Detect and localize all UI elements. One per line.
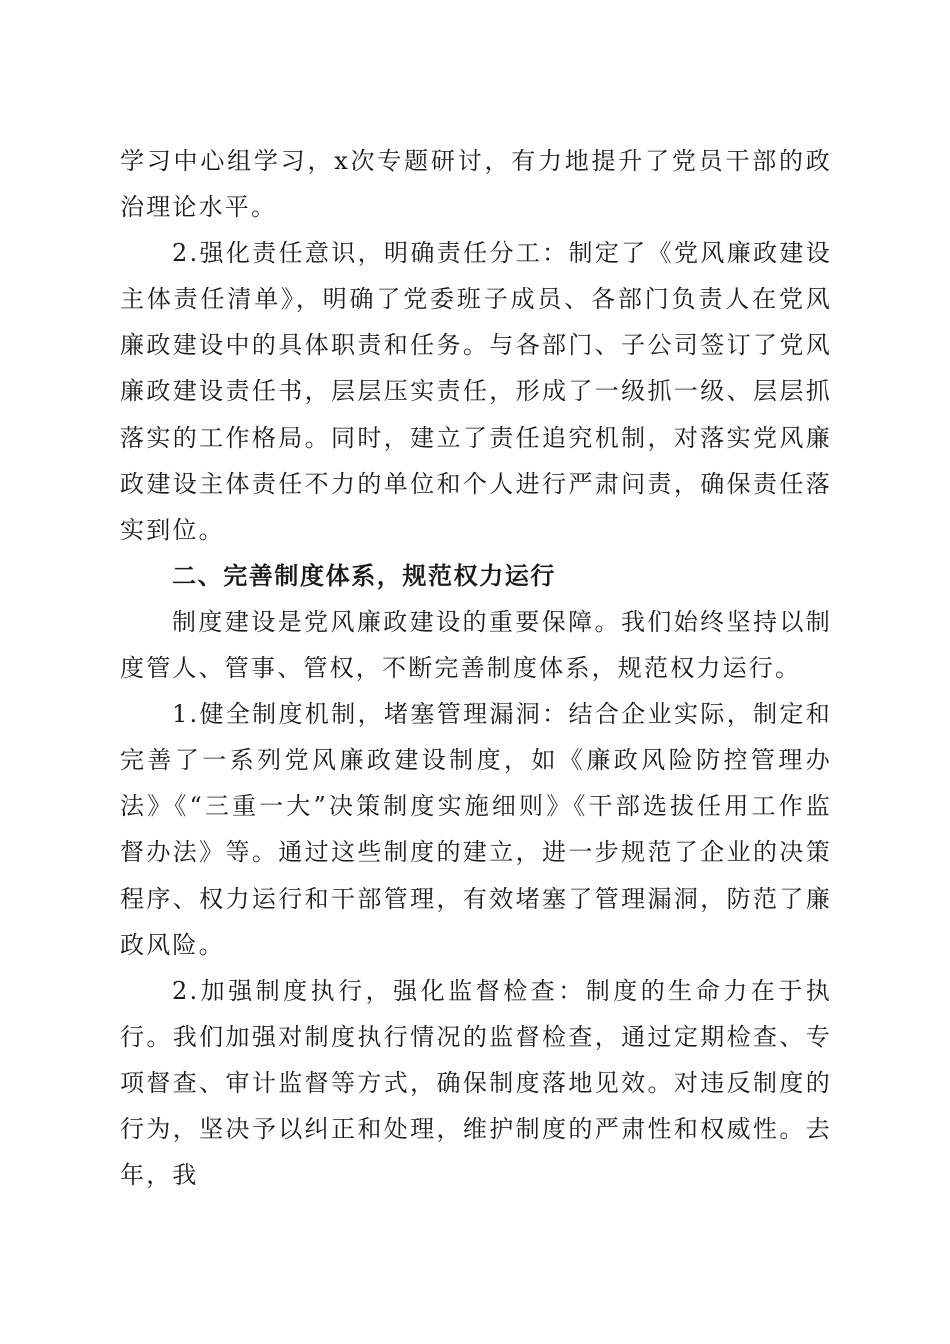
paragraph-improve-institutional-mechanism: 1.健全制度机制，堵塞管理漏洞：结合企业实际，制定和完善了一系列党风廉政建设制度，如《廉政风险防控管理办法》《“三重一大”决策制度实施细则》《干部选拔任用工作监督办法》等。通过这些制度的建立，进一步规范了企业的决策程序、权力运行和干部管理，有效堵塞了管理漏洞，防范了廉政风险。 — [120, 700, 832, 959]
paragraph-responsibility-awareness: 2.强化责任意识，明确责任分工：制定了《党风廉政建设主体责任清单》，明确了党委班子成员、各部门负责人在党风廉政建设中的具体职责和任务。与各部门、子公司签订了党风廉政建设责任书，层层压实责任，形成了一级抓一级、层层抓落实的工作格局。同时，建立了责任追究机制，对落实党风廉政建设主体责任不力的单位和个人进行严肃问责，确保责任落实到位。 — [120, 239, 832, 544]
section-heading-institutional-system: 二、完善制度体系，规范权力运行 — [172, 561, 556, 590]
paragraph-institution-building-intro: 制度建设是党风廉政建设的重要保障。我们始终坚持以制度管人、管事、管权，不断完善制度体系，规范权力运行。 — [120, 607, 832, 683]
document-body — [120, 138, 832, 1198]
paragraph-strengthen-institutional-enforcement: 2.加强制度执行，强化监督检查：制度的生命力在于执行。我们加强对制度执行情况的监督检查，通过定期检查、专项督查、审计监督等方式，确保制度落地见效。对违反制度的行为，坚决予以纠正和处理，维护制度的严肃性和权威性。去年，我 — [120, 976, 832, 1190]
paragraph-theory-study-continuation: 学习中心组学习，x次专题研讨，有力地提升了党员干部的政治理论水平。 — [120, 147, 832, 222]
